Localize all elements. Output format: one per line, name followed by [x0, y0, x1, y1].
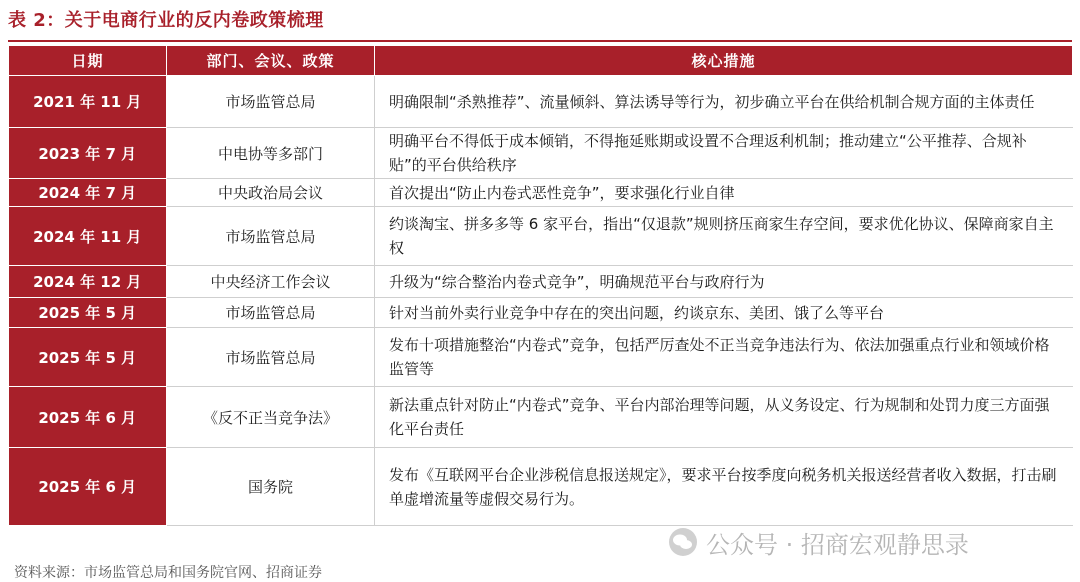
header-org: 部门、会议、政策: [167, 46, 375, 76]
row-org: 市场监管总局: [167, 76, 375, 128]
row-measures: 新法重点针对防止“内卷式”竞争、平台内部治理等问题，从义务设定、行为规制和处罚力度三方面强化平台责任: [375, 387, 1073, 448]
table-row: [9, 128, 1073, 179]
row-date: 2025 年 6 月: [9, 387, 167, 448]
row-date: 2025 年 5 月: [9, 328, 167, 387]
row-measures: 升级为“综合整治内卷式竞争”，明确规范平台与政府行为: [375, 266, 1073, 298]
row-measures: 明确平台不得低于成本倾销，不得拖延账期或设置不合理返利机制；推动建立“公平推荐、合规补贴”的平台供给秩序: [375, 128, 1073, 179]
row-date: 2023 年 7 月: [9, 128, 167, 179]
row-date: 2024 年 12 月: [9, 266, 167, 298]
watermark: [668, 524, 1068, 560]
row-org: 中央经济工作会议: [167, 266, 375, 298]
header-row: [9, 46, 1073, 76]
table-row: [9, 266, 1073, 298]
row-org: 中央政治局会议: [167, 179, 375, 207]
row-date: 2025 年 6 月: [9, 448, 167, 526]
row-measures: 约谈淘宝、拼多多等 6 家平台，指出“仅退款”规则挤压商家生存空间，要求优化协议、保障商家自主权: [375, 207, 1073, 266]
table-title: 表 2：关于电商行业的反内卷政策梳理: [8, 10, 324, 31]
row-measures: 发布十项措施整治“内卷式”竞争，包括严厉查处不正当竞争违法行为、依法加强重点行业和领域价格监管等: [375, 328, 1073, 387]
policy-table: [8, 45, 1073, 526]
table-row: [9, 179, 1073, 207]
table-row: [9, 207, 1073, 266]
source-note: 资料来源：市场监管总局和国务院官网、招商证券: [14, 565, 322, 581]
table-row: [9, 328, 1073, 387]
wechat-logo-icon: [668, 527, 698, 557]
title-divider: [8, 40, 1072, 42]
row-measures: 针对当前外卖行业竞争中存在的突出问题，约谈京东、美团、饿了么等平台: [375, 298, 1073, 328]
watermark-text: 公众号 · 招商宏观静思录: [706, 530, 969, 559]
row-org: 市场监管总局: [167, 328, 375, 387]
table-row: [9, 298, 1073, 328]
row-org: 市场监管总局: [167, 207, 375, 266]
row-org: 国务院: [167, 448, 375, 526]
row-measures: 首次提出“防止内卷式恶性竞争”，要求强化行业自律: [375, 179, 1073, 207]
row-org: 中电协等多部门: [167, 128, 375, 179]
header-measures: 核心措施: [375, 46, 1073, 76]
row-measures: 发布《互联网平台企业涉税信息报送规定》，要求平台按季度向税务机关报送经营者收入数据，打击刷单虚增流量等虚假交易行为。: [375, 448, 1073, 526]
table-row: [9, 76, 1073, 128]
row-date: 2021 年 11 月: [9, 76, 167, 128]
row-measures: 明确限制“杀熟推荐”、流量倾斜、算法诱导等行为，初步确立平台在供给机制合规方面的主体责任: [375, 76, 1073, 128]
row-org: 《反不正当竞争法》: [167, 387, 375, 448]
table-row: [9, 387, 1073, 448]
row-date: 2024 年 7 月: [9, 179, 167, 207]
header-date: 日期: [9, 46, 167, 76]
table-row: [9, 448, 1073, 526]
row-org: 市场监管总局: [167, 298, 375, 328]
row-date: 2024 年 11 月: [9, 207, 167, 266]
row-date: 2025 年 5 月: [9, 298, 167, 328]
